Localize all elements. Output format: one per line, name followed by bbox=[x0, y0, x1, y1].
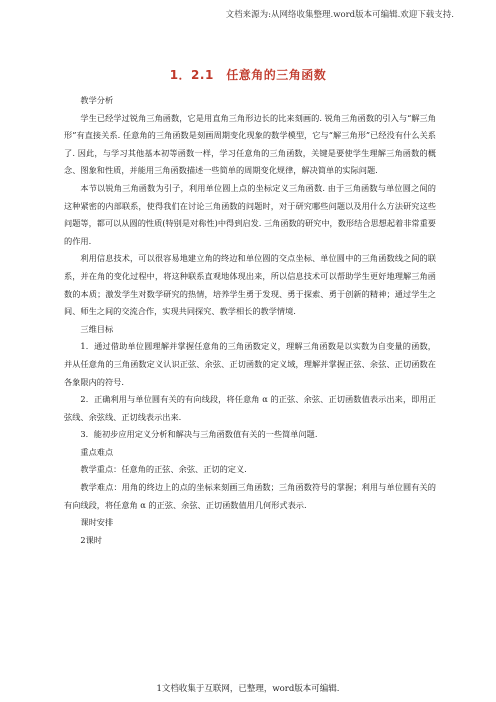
paragraph: 本节以锐角三角函数为引子，利用单位圆上点的坐标定义三角函数. 由于三角函数与单位圆之间的这种紧密的内部联系，使得我们在讨论三角函数的问题时，对于研究哪些问题以及用什么方法研究这些问题等，都可以从圆的性质(特别是对称性)中得到启发. 三角函数的研究中，数形结合思想起着非常重要的作用. bbox=[64, 182, 436, 246]
objective-item: 1．通过借助单位圆理解并掌握任意角的三角函数定义，理解三角函数是以实数为自变量的函数，并从任意角的三角函数定义认识正弦、余弦、正切函数的定义域，理解并掌握正弦、余弦、正切函数在各象限内的符号. bbox=[64, 341, 436, 387]
objective-item: 3．能初步应用定义分析和解决与三角函数值有关的一些简单问题. bbox=[80, 429, 318, 440]
document-title: 1．2.1 任意角的三角函数 bbox=[169, 68, 327, 82]
paragraph: 教学难点：用角的终边上的点的坐标来刻画三角函数；三角函数符号的掌握；利用与单位圆有关的有向线段，将任意角 α 的正弦、余弦、正切函数值用几何形式表示. bbox=[64, 482, 436, 510]
page-footer-note: 1文档收集于互联网，已整理，word版本可编辑. bbox=[156, 684, 340, 694]
section-heading-schedule: 课时安排 bbox=[80, 517, 114, 528]
page-header-note: 文档来源为:从网络收集整理.word版本可编辑.欢迎下载支持. bbox=[225, 10, 454, 20]
section-heading-key-points: 重点难点 bbox=[80, 446, 114, 457]
paragraph: 教学重点：任意角的正弦、余弦、正切的定义. bbox=[80, 464, 247, 475]
paragraph: 学生已经学过锐角三角函数，它是用直角三角形边长的比来刻画的. 锐角三角函数的引入与“解三角形”有直接关系. 任意角的三角函数是刻画周期变化现象的数学模型，它与“解三角形”已经没有什么关系了. 因此，与学习其他基本初等函数一样，学习任意角的三角函数，关键是要使学生理解三角函数的概念、图象和性质，并能用三角函数描述一些简单的周期变化规律，解决简单的实际问题. bbox=[64, 112, 436, 176]
paragraph: 利用信息技术，可以很容易地建立角的终边和单位圆的交点坐标、单位圆中的三角函数线之间的联系，并在角的变化过程中，将这种联系直观地体现出来，所以信息技术可以帮助学生更好地理解三角函数的本质；激发学生对数学研究的热情，培养学生勇于发现、勇于探索、勇于创新的精神；通过学生之间、师生之间的交流合作，实现共同探究、教学相长的教学情境. bbox=[64, 253, 436, 317]
document-body bbox=[64, 92, 436, 549]
section-heading-analysis: 教学分析 bbox=[80, 95, 114, 105]
objective-item: 2．正确利用与单位圆有关的有向线段，将任意角 α 的正弦、余弦、正切函数值表示出来，即用正弦线、余弦线、正切线表示出来. bbox=[64, 394, 436, 422]
section-heading-objectives: 三维目标 bbox=[80, 323, 114, 334]
paragraph: 2课时 bbox=[80, 534, 102, 545]
